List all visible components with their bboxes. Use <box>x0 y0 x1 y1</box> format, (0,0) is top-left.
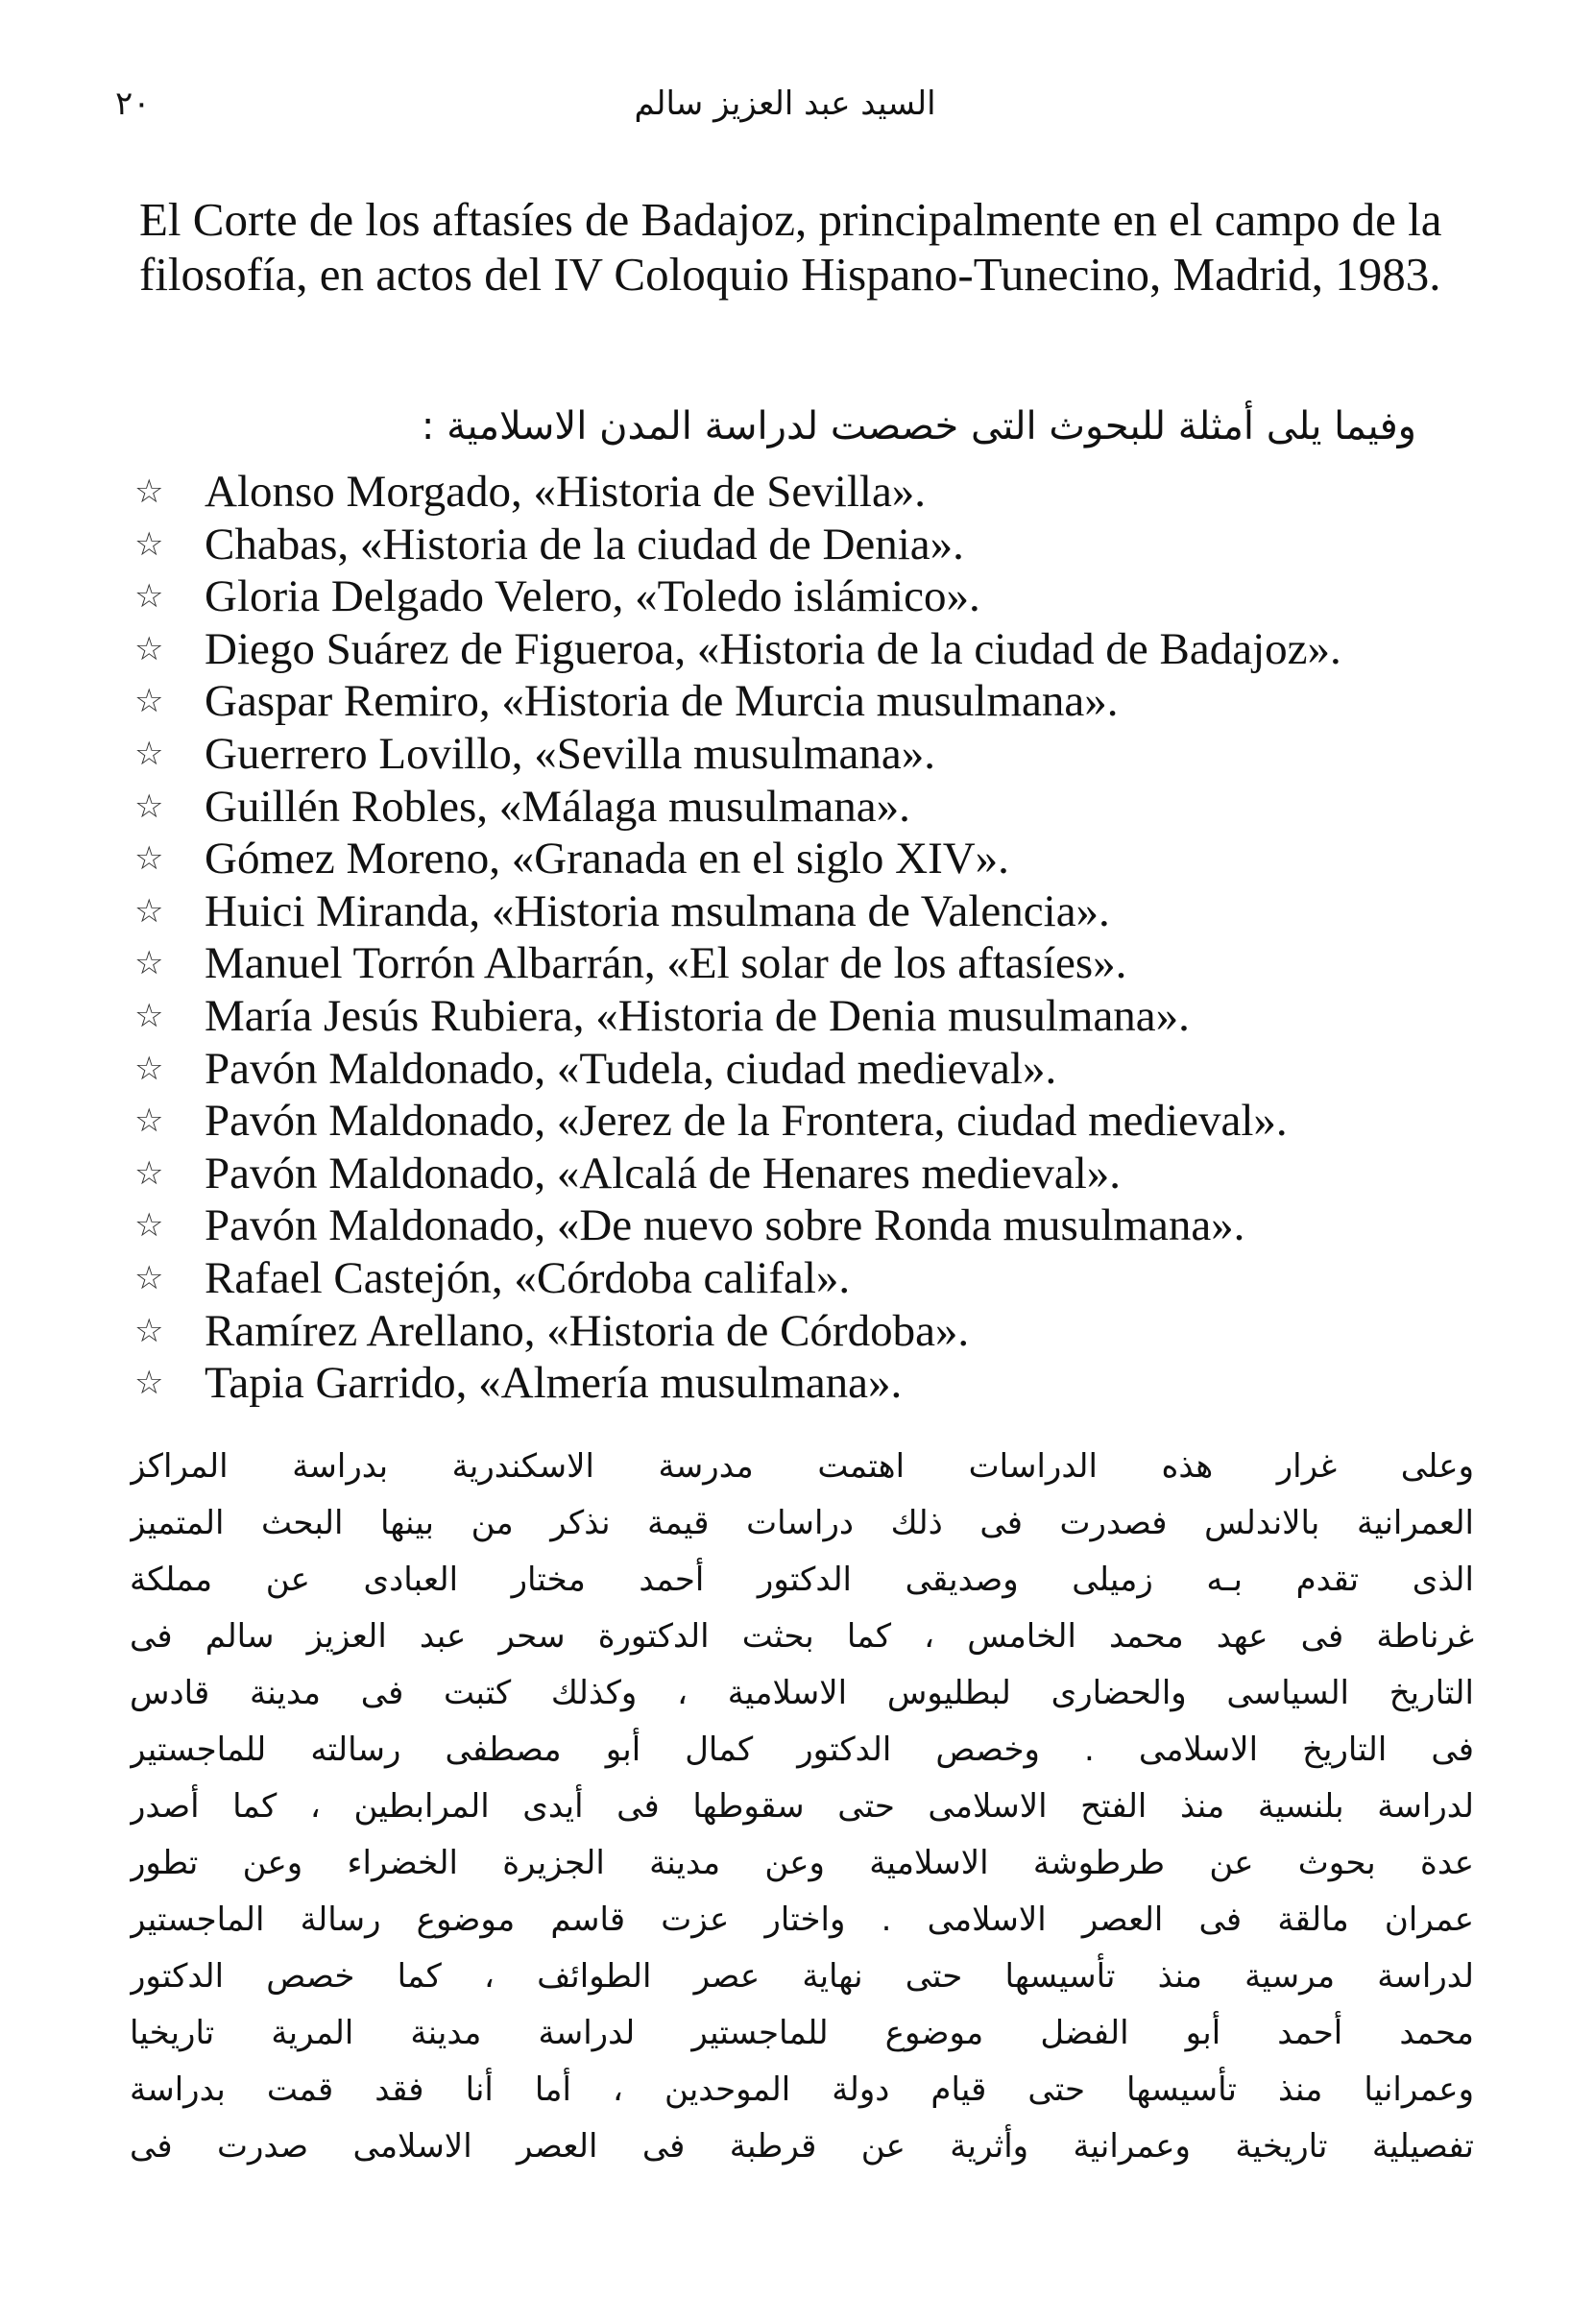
reference-item <box>134 728 1498 781</box>
reference-text: Pavón Maldonado, «Jerez de la Frontera, ciudad medieval». <box>205 1096 1288 1147</box>
star-bullet-icon: ☆ <box>134 996 164 1035</box>
reference-item <box>134 1305 1498 1358</box>
reference-item <box>134 937 1498 990</box>
reference-text: María Jesús Rubiera, «Historia de Denia musulmana». <box>205 990 1190 1041</box>
reference-text: Guillén Robles, «Málaga musulmana». <box>205 781 910 832</box>
reference-item <box>134 1199 1498 1252</box>
reference-text: Tapia Garrido, «Almería musulmana». <box>205 1358 903 1409</box>
star-bullet-icon: ☆ <box>134 787 164 826</box>
reference-text: Diego Suárez de Figueroa, «Historia de la ciudad de Badajoz». <box>205 623 1341 674</box>
reference-text: Pavón Maldonado, «Tudela, ciudad medieval». <box>205 1043 1057 1094</box>
reference-item <box>134 1148 1498 1200</box>
star-bullet-icon: ☆ <box>134 524 164 564</box>
star-bullet-icon: ☆ <box>134 1049 164 1088</box>
reference-text: Alonso Morgado, «Historia de Sevilla». <box>205 467 927 517</box>
reference-item <box>134 623 1498 676</box>
star-bullet-icon: ☆ <box>134 944 164 983</box>
star-bullet-icon: ☆ <box>134 629 164 668</box>
body-line: التاريخ السياسى والحضارى لبطليوس الاسلامية ، وكذلك كتبت فى مدينة قادس <box>130 1674 1474 1712</box>
reference-item <box>134 675 1498 728</box>
reference-text: Gloria Delgado Velero, «Toledo islámico». <box>205 571 980 622</box>
reference-text: Guerrero Lovillo, «Sevilla musulmana». <box>205 728 935 779</box>
reference-text: Pavón Maldonado, «De nuevo sobre Ronda musulmana». <box>205 1200 1245 1251</box>
body-line: تفصيلية تاريخية وعمرانية وأثرية عن قرطبة فى العصر الاسلامى صدرت فى <box>130 2127 1474 2166</box>
reference-item <box>134 885 1498 938</box>
body-line: لدراسة بلنسية منذ الفتح الاسلامى حتى سقوطها فى أيدى المرابطين ، كما أصدر <box>130 1787 1474 1826</box>
star-bullet-icon: ☆ <box>134 734 164 773</box>
running-header <box>115 85 1455 142</box>
star-bullet-icon: ☆ <box>134 891 164 931</box>
body-line: الذى تقدم بـه زميلى وصديقى الدكتور أحمد مختار العبادى عن مملكة <box>130 1561 1474 1599</box>
reference-item <box>134 1043 1498 1096</box>
star-bullet-icon: ☆ <box>134 1101 164 1141</box>
examples-heading: وفيما يلى أمثلة للبحوث التى خصصت لدراسة المدن الاسلامية : <box>421 404 1416 448</box>
star-bullet-icon: ☆ <box>134 577 164 617</box>
star-bullet-icon: ☆ <box>134 1311 164 1350</box>
reference-item <box>134 1252 1498 1305</box>
arabic-body-paragraph <box>130 1439 1474 2175</box>
reference-item <box>134 990 1498 1043</box>
reference-item <box>134 833 1498 885</box>
reference-text: Rafael Castejón, «Córdoba califal». <box>205 1252 851 1303</box>
reference-item <box>134 1357 1498 1410</box>
body-line: وعمرانيا منذ تأسيسها حتى قيام دولة الموحدين ، أما أنا فقد قمت بدراسة <box>130 2070 1474 2109</box>
page-number: ٢٠ <box>115 85 151 123</box>
body-line: عدة بحوث عن طرطوشة الاسلامية وعن مدينة الجزيرة الخضراء وعن تطور <box>130 1844 1474 1882</box>
reference-text: Gaspar Remiro, «Historia de Murcia musulmana». <box>205 676 1119 727</box>
reference-item <box>134 519 1498 571</box>
body-line: محمد أحمد أبو الفضل موضوع للماجستير لدراسة مدينة المرية تاريخيا <box>130 2014 1474 2052</box>
body-line: لدراسة مرسية منذ تأسيسها حتى نهاية عصر الطوائف ، كما خصص الدكتور <box>130 1957 1474 1996</box>
body-line: عمران مالقة فى العصر الاسلامى . واختار عزت قاسم موضوع رسالة الماجستير <box>130 1900 1474 1939</box>
star-bullet-icon: ☆ <box>134 1258 164 1297</box>
star-bullet-icon: ☆ <box>134 1364 164 1403</box>
intro-paragraph: El Corte de los aftasíes de Badajoz, principalmente en el campo de la filosofía, en actos del IV Coloquio Hispano-Tunecino, Madrid, 1983. <box>139 193 1442 301</box>
reference-text: Pavón Maldonado, «Alcalá de Henares medieval». <box>205 1148 1122 1198</box>
reference-item <box>134 570 1498 623</box>
body-line: وعلى غرار هذه الدراسات اهتمت مدرسة الاسكندرية بدراسة المراكز <box>130 1447 1474 1486</box>
reference-item <box>134 1095 1498 1148</box>
reference-text: Chabas, «Historia de la ciudad de Denia». <box>205 519 964 569</box>
star-bullet-icon: ☆ <box>134 839 164 879</box>
reference-item <box>134 466 1498 519</box>
body-line: غرناطة فى عهد محمد الخامس ، كما بحثت الدكتورة سحر عبد العزيز سالم فى <box>130 1617 1474 1656</box>
reference-list <box>134 466 1498 1410</box>
star-bullet-icon: ☆ <box>134 1153 164 1193</box>
reference-text: Manuel Torrón Albarrán, «El solar de los aftasíes». <box>205 938 1127 989</box>
body-line: فى التاريخ الاسلامى . وخصص الدكتور كمال أبو مصطفى رسالته للماجستير <box>130 1731 1474 1769</box>
reference-text: Ramírez Arellano, «Historia de Córdoba». <box>205 1305 970 1356</box>
reference-text: Huici Miranda, «Historia msulmana de Valencia». <box>205 885 1110 936</box>
star-bullet-icon: ☆ <box>134 682 164 721</box>
reference-text: Gómez Moreno, «Granada en el siglo XIV». <box>205 834 1009 884</box>
running-header-author: السيد عبد العزيز سالم <box>634 85 936 123</box>
star-bullet-icon: ☆ <box>134 472 164 511</box>
body-line: العمرانية بالاندلس فصدرت فى ذلك دراسات قيمة نذكر من بينها البحث المتميز <box>130 1504 1474 1542</box>
star-bullet-icon: ☆ <box>134 1206 164 1246</box>
reference-item <box>134 781 1498 834</box>
